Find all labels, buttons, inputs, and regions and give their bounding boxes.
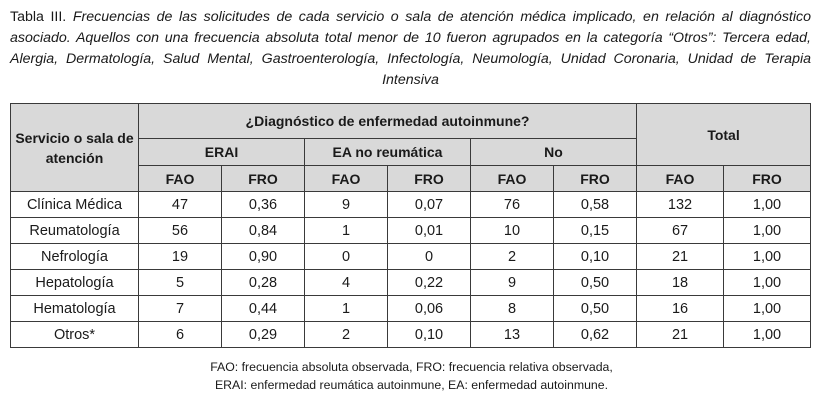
data-cell: 21: [637, 244, 724, 270]
table-caption: [10, 7, 811, 91]
data-cell: 19: [139, 244, 222, 270]
data-cell: 0,06: [388, 296, 471, 322]
data-cell: 0,90: [222, 244, 305, 270]
table-row: [11, 244, 811, 270]
service-column-header: Servicio o sala de atención: [11, 104, 139, 192]
service-cell: Hematología: [11, 296, 139, 322]
data-cell: 0,50: [554, 296, 637, 322]
data-cell: 5: [139, 270, 222, 296]
data-cell: 0,15: [554, 218, 637, 244]
data-cell: 67: [637, 218, 724, 244]
table-row: [11, 192, 811, 218]
data-cell: 0,44: [222, 296, 305, 322]
service-cell: Hepatología: [11, 270, 139, 296]
data-cell: 0,01: [388, 218, 471, 244]
data-cell: 0,28: [222, 270, 305, 296]
total-header: Total: [637, 104, 811, 166]
data-cell: 0,10: [388, 322, 471, 348]
data-cell: 18: [637, 270, 724, 296]
data-cell: 1,00: [724, 244, 811, 270]
subheader-fro: FRO: [388, 166, 471, 192]
service-cell: Nefrología: [11, 244, 139, 270]
data-cell: 132: [637, 192, 724, 218]
service-cell: Clínica Médica: [11, 192, 139, 218]
data-cell: 0: [305, 244, 388, 270]
data-cell: 4: [305, 270, 388, 296]
data-cell: 1: [305, 218, 388, 244]
data-cell: 56: [139, 218, 222, 244]
footnote-abbreviations-2: ERAI: enfermedad reumática autoinmune, EA: enfermedad autoinmune.: [214, 378, 609, 392]
table-row: [11, 218, 811, 244]
subheader-fao: FAO: [471, 166, 554, 192]
data-cell: 21: [637, 322, 724, 348]
data-cell: 7: [139, 296, 222, 322]
data-cell: 1,00: [724, 218, 811, 244]
caption-text: Frecuencias de las solicitudes de cada servicio o sala de atención médica implicado, en relación al diagnóstico asociado. Aquellos con una frecuencia absoluta total menor de 10 fueron agrupados en la categoría “Otros”: Tercera edad, Alergia, Dermatología, Salud Mental, Gastroenterología, Infectología, Neumología, Unidad Coronaria, Unidad de Terapia Intensiva: [10, 9, 811, 88]
data-cell: 76: [471, 192, 554, 218]
subheader-fro: FRO: [222, 166, 305, 192]
data-cell: 0,22: [388, 270, 471, 296]
data-cell: 1,00: [724, 192, 811, 218]
data-cell: 0,58: [554, 192, 637, 218]
data-cell: 9: [305, 192, 388, 218]
data-cell: 47: [139, 192, 222, 218]
data-cell: 1,00: [724, 270, 811, 296]
data-cell: 6: [139, 322, 222, 348]
caption-label: Tabla III.: [10, 9, 67, 25]
subheader-fao: FAO: [139, 166, 222, 192]
data-cell: 0,07: [388, 192, 471, 218]
data-cell: 0,50: [554, 270, 637, 296]
data-cell: 1,00: [724, 322, 811, 348]
data-cell: 13: [471, 322, 554, 348]
data-cell: 0,84: [222, 218, 305, 244]
group-header-no: No: [471, 139, 637, 166]
service-cell: Otros*: [11, 322, 139, 348]
data-cell: 1,00: [724, 296, 811, 322]
data-cell: 10: [471, 218, 554, 244]
data-cell: 16: [637, 296, 724, 322]
diagnosis-group-header: ¿Diagnóstico de enfermedad autoinmune?: [139, 104, 637, 139]
data-cell: 1: [305, 296, 388, 322]
table-row: [11, 296, 811, 322]
subheader-fao: FAO: [305, 166, 388, 192]
frequency-table: [10, 103, 811, 348]
group-header-ea-no-reumatica: EA no reumática: [305, 139, 471, 166]
data-cell: 2: [305, 322, 388, 348]
service-cell: Reumatología: [11, 218, 139, 244]
data-cell: 0,36: [222, 192, 305, 218]
data-cell: 0,10: [554, 244, 637, 270]
subheader-fro: FRO: [724, 166, 811, 192]
data-cell: 8: [471, 296, 554, 322]
data-cell: 0: [388, 244, 471, 270]
data-cell: 0,29: [222, 322, 305, 348]
data-cell: 2: [471, 244, 554, 270]
table-row: [11, 322, 811, 348]
data-cell: 0,62: [554, 322, 637, 348]
table-row: [11, 270, 811, 296]
group-header-erai: ERAI: [139, 139, 305, 166]
footnote-abbreviations-1: FAO: frecuencia absoluta observada, FRO: frecuencia relativa observada,: [210, 360, 613, 374]
subheader-fro: FRO: [554, 166, 637, 192]
data-cell: 9: [471, 270, 554, 296]
subheader-fao: FAO: [637, 166, 724, 192]
